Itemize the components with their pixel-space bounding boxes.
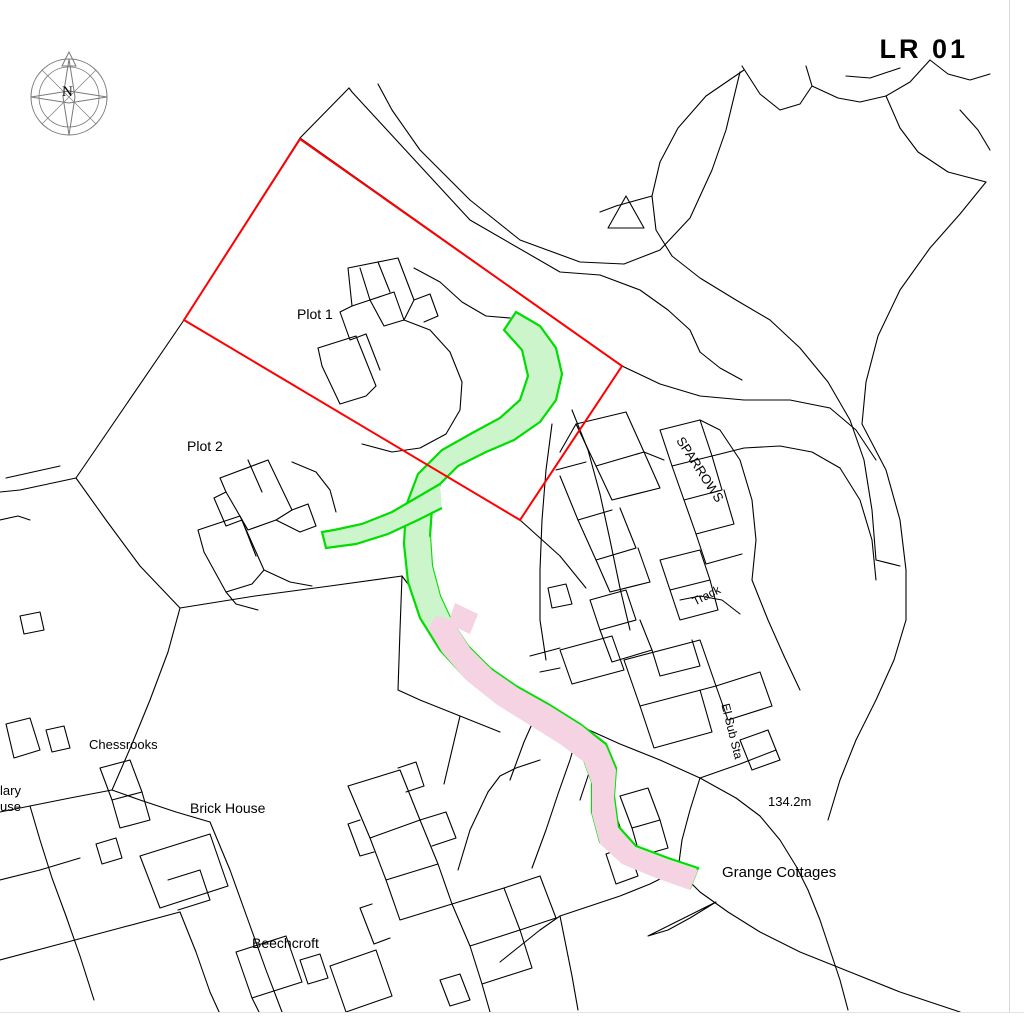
field-boundary-c — [886, 96, 986, 182]
benchmark-triangle — [608, 196, 644, 228]
mid-hedge-1 — [398, 690, 500, 732]
plot1-building-h — [414, 294, 438, 322]
village-lane-8 — [700, 352, 742, 380]
lower-hedge-5 — [0, 912, 180, 960]
lower-hedge-1 — [30, 806, 94, 1000]
hedge-e — [6, 466, 60, 478]
mid-building-8 — [236, 936, 302, 998]
field-boundary-a — [742, 66, 812, 110]
hedge-j — [398, 576, 402, 690]
hedge-f — [0, 516, 30, 520]
plot2-building-b — [214, 492, 242, 526]
plot1-building-b — [340, 306, 366, 340]
village-lane-10 — [840, 468, 876, 580]
street-edge-5 — [808, 890, 848, 1010]
plot2-building-f — [292, 504, 316, 532]
plot1-building-f — [366, 334, 380, 370]
page-right-margin — [1009, 0, 1024, 1021]
village-building-8 — [548, 584, 572, 608]
field-boundary-b — [812, 60, 930, 102]
plot1-building-c — [318, 336, 376, 404]
mid-building-14 — [482, 984, 490, 1012]
village-lane-1 — [540, 424, 552, 660]
lower-hedge-6 — [180, 912, 220, 1014]
label-el-sub-sta: El Sub Sta — [718, 702, 746, 761]
field-boundary-e — [960, 110, 990, 150]
field-boundary-f — [846, 68, 900, 78]
village-building-20 — [560, 636, 624, 684]
plot2-building-e — [242, 520, 256, 556]
village-lane-6 — [712, 446, 840, 468]
lower-building-6 — [96, 838, 122, 864]
field-boundary-h — [600, 196, 652, 212]
compass-north-icon — [31, 52, 107, 135]
lower-hedge-4 — [0, 858, 80, 880]
lower-hedge-3 — [210, 822, 282, 1012]
mid-building-11 — [330, 950, 392, 1012]
field-boundary-right-4 — [828, 620, 906, 820]
plot1-curtilage-b — [414, 268, 510, 318]
village-building-10 — [600, 620, 652, 662]
lower-building-7 — [140, 834, 228, 908]
street-island — [648, 902, 716, 936]
label-use-partial: use — [0, 799, 21, 814]
drawing-reference: LR 01 — [879, 34, 968, 64]
compass-north-letter: N — [62, 84, 73, 100]
hedge-g — [76, 478, 180, 608]
plot2-curtilage-a — [292, 462, 336, 512]
hedge-l — [0, 790, 112, 812]
mid-hedge-2 — [444, 716, 460, 784]
internal-field-line-3 — [520, 520, 586, 588]
lower-building-8 — [168, 870, 210, 910]
label-sparrows: SPARROWS — [673, 434, 727, 505]
mid-building-1 — [348, 770, 420, 838]
field-tie-1 — [876, 560, 900, 566]
plot1-building-g — [360, 268, 370, 300]
lower-building-3 — [46, 726, 70, 752]
street-edge-3 — [678, 778, 700, 870]
village-building-14 — [684, 490, 734, 534]
road-edge-inner — [378, 84, 624, 264]
page-bottom-margin — [0, 1012, 1024, 1021]
label-mary-partial: lary — [0, 783, 21, 798]
street-edge-8 — [560, 916, 578, 1010]
plot2-building-g — [276, 520, 300, 532]
hedge-c — [76, 320, 184, 478]
hedge-k — [112, 608, 180, 790]
village-building-19 — [640, 690, 712, 748]
label-chessrooks: Chessrooks — [89, 737, 158, 752]
village-building-13 — [672, 456, 722, 500]
village-building-2 — [596, 452, 660, 500]
village-building-11 — [652, 640, 700, 676]
village-lane-9 — [830, 408, 876, 460]
hedge-a — [300, 88, 349, 138]
lower-building-4 — [100, 760, 142, 800]
mid-building-5 — [360, 904, 390, 944]
label-brick-house: Brick House — [190, 800, 266, 816]
track-edge — [680, 596, 740, 614]
village-building-7 — [596, 548, 650, 592]
field-boundary-right-3 — [862, 424, 906, 620]
village-lane-5 — [752, 580, 800, 690]
plot2-curtilage-c — [226, 592, 258, 610]
lower-building-1 — [20, 612, 44, 634]
plot1-building-d — [370, 292, 404, 320]
green-access-strip — [322, 312, 698, 888]
lower-hedge-2 — [112, 790, 210, 822]
road-edge-upper-left — [349, 88, 600, 275]
mid-building-3 — [386, 864, 452, 920]
plot1-building-e — [378, 262, 390, 292]
plot2-curtilage-b — [264, 570, 312, 586]
mid-path-2 — [458, 792, 488, 870]
field-boundary-g — [652, 70, 744, 256]
mid-building-16 — [504, 876, 556, 930]
ordnance-linework-group — [0, 60, 990, 1014]
mid-building-7 — [420, 812, 456, 846]
label-plot-1: Plot 1 — [297, 306, 333, 322]
plot1-curtilage-c — [362, 434, 446, 452]
label-track: Track — [690, 582, 723, 609]
street-edge-7 — [500, 916, 560, 962]
mid-building-15 — [440, 974, 470, 1006]
road-edge-lower — [600, 275, 700, 352]
village-lane-7 — [622, 366, 830, 408]
village-building-24 — [740, 730, 780, 770]
field-boundary-right — [672, 256, 876, 560]
mid-building-13 — [470, 930, 532, 984]
village-building-4 — [556, 462, 586, 470]
label-grange-cottages: Grange Cottages — [722, 864, 837, 881]
road-edge-ne — [624, 72, 740, 264]
hedge-d — [0, 478, 76, 492]
mid-building-10 — [300, 954, 328, 984]
mid-building-12 — [452, 888, 520, 946]
hedge-h — [180, 576, 402, 608]
street-edge-2 — [736, 798, 808, 890]
village-building-6 — [578, 508, 636, 560]
mid-building-17 — [620, 788, 660, 828]
lower-building-5 — [112, 792, 150, 828]
village-building-16 — [660, 550, 710, 590]
mid-building-6 — [398, 762, 424, 792]
village-building-23 — [716, 672, 772, 720]
label-beechcroft: Beechcroft — [252, 935, 319, 951]
field-boundary-right-2 — [862, 182, 986, 424]
mid-path-1 — [488, 760, 540, 792]
plot1-curtilage-a — [404, 320, 462, 434]
mid-hedge-3 — [700, 750, 776, 778]
lower-building-2 — [6, 718, 40, 758]
village-building-22 — [540, 668, 560, 672]
village-building-12 — [660, 420, 712, 466]
street-edge-4 — [678, 870, 960, 1012]
label-plot-2: Plot 2 — [187, 438, 223, 454]
village-building-17 — [670, 580, 718, 620]
label-spot-height: 134.2m — [768, 794, 812, 809]
mid-building-2 — [370, 820, 438, 880]
